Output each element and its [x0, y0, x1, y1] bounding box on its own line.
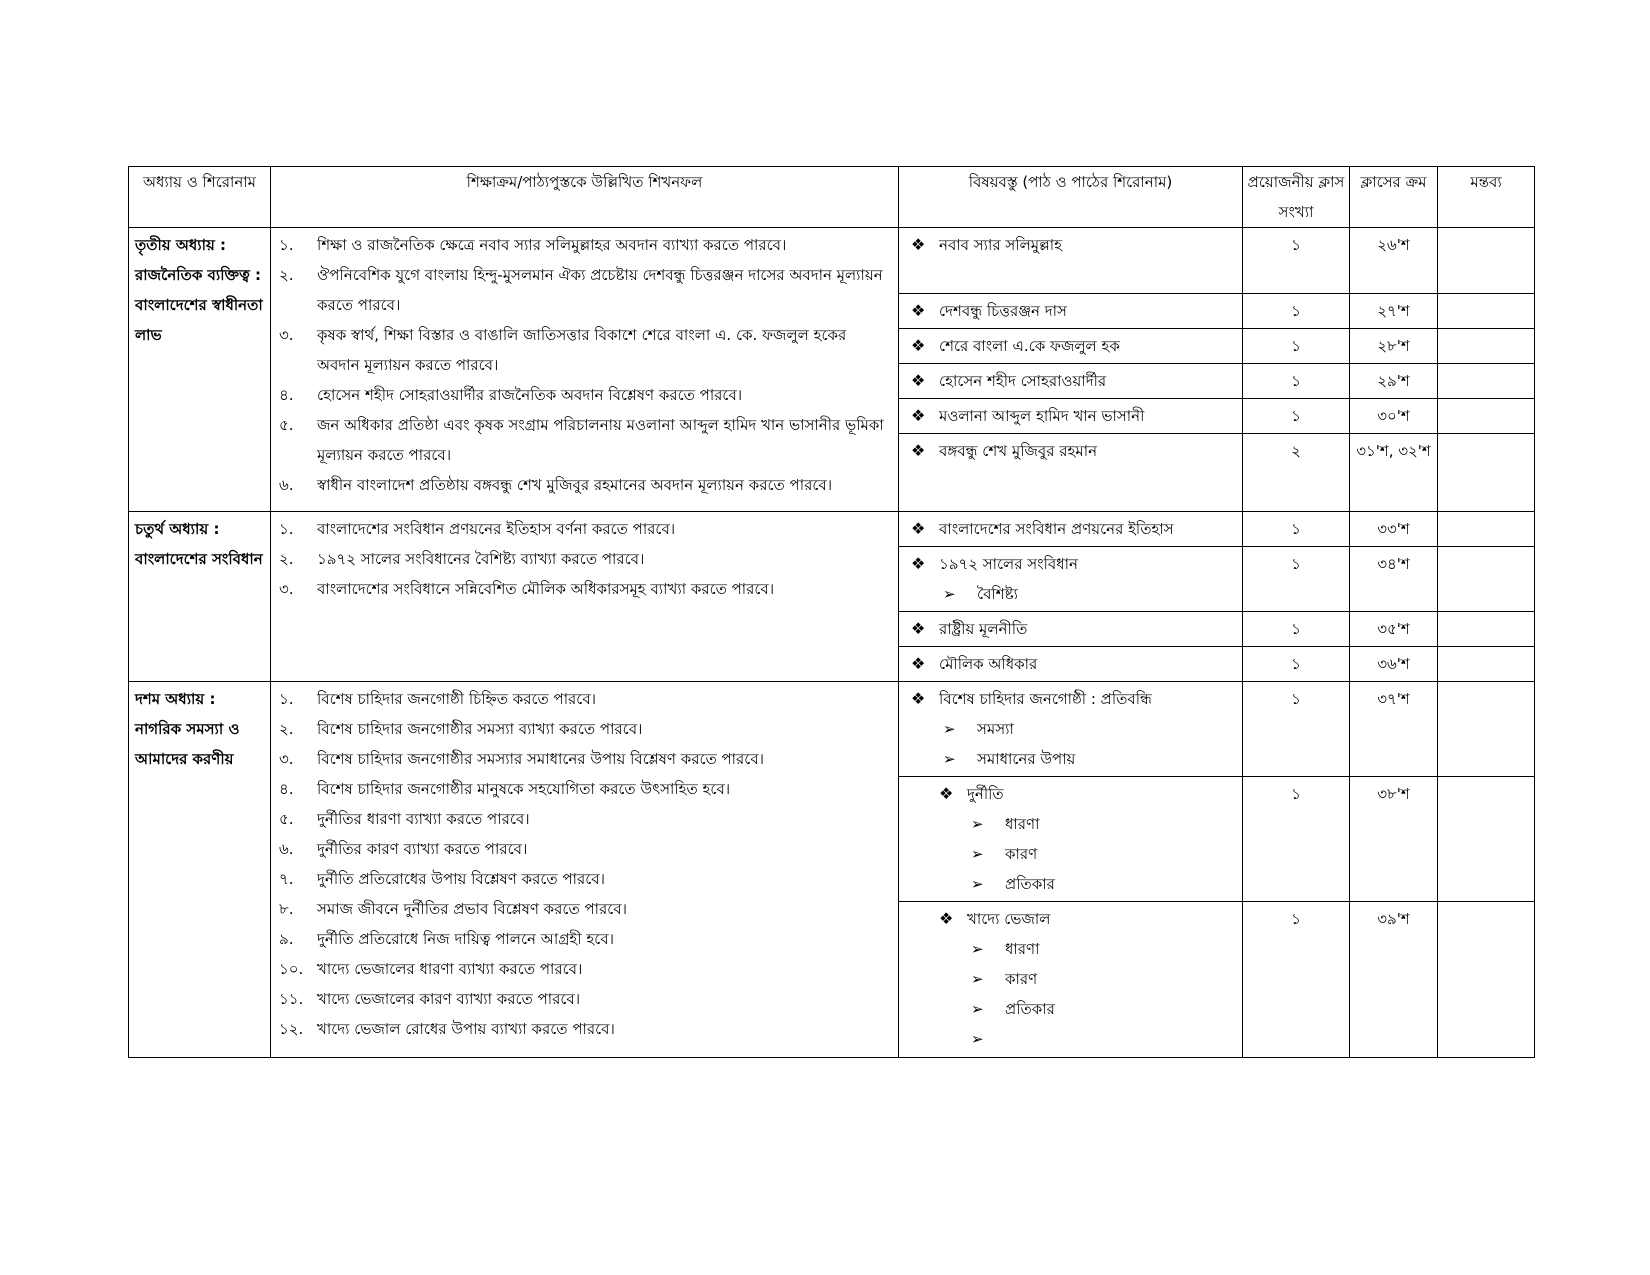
outcome-text: সমাজ জীবনে দুর্নীতির প্রভাব বিশ্লেষণ করতে পারবে। — [317, 900, 627, 918]
outcomes-cell — [271, 512, 899, 682]
subtopic-text: প্রতিকার — [1005, 1000, 1055, 1018]
class-count-cell: ১ — [1243, 612, 1350, 647]
arrow-bullet-icon: ➢ — [943, 750, 956, 768]
outcome-item — [279, 574, 892, 604]
arrow-bullet-icon: ➢ — [971, 1000, 984, 1018]
topic-title: বিশেষ চাহিদার জনগোষ্ঠী : প্রতিবন্ধি — [939, 690, 1152, 708]
outcome-number: ৩. — [279, 750, 294, 768]
subtopic-text: বৈশিষ্ট্য — [977, 585, 1018, 603]
remarks-cell — [1438, 547, 1535, 612]
topic-line — [911, 401, 1236, 431]
diamond-bullet-icon: ❖ — [939, 784, 954, 803]
subtopic-item — [939, 809, 1236, 839]
outcome-item — [279, 410, 892, 470]
outcome-text: জন অধিকার প্রতিষ্ঠা এবং কৃষক সংগ্রাম পরিচালনায় মওলানা আব্দুল হামিদ খান ভাসানীর ভূমিকা মূল্যায়ন করতে পারবে। — [317, 416, 884, 464]
chapter-cell: দশম অধ্যায় : নাগরিক সমস্যা ও আমাদের করণীয় — [129, 682, 271, 1058]
header-classes-needed: প্রয়োজনীয় ক্লাস সংখ্যা — [1243, 167, 1350, 228]
subtopic-item — [911, 579, 1236, 609]
topic-cell — [899, 902, 1243, 1058]
arrow-bullet-icon: ➢ — [971, 815, 984, 833]
topic-title: শেরে বাংলা এ.কে ফজলুল হক — [939, 337, 1120, 355]
outcome-text: বিশেষ চাহিদার জনগোষ্ঠীর সমস্যার সমাধানের উপায় বিশ্লেষণ করতে পারবে। — [317, 750, 765, 768]
outcome-text: বিশেষ চাহিদার জনগোষ্ঠীর সমস্যা ব্যাখ্যা করতে পারবে। — [317, 720, 643, 738]
outcome-item — [279, 514, 892, 544]
syllabus-table — [128, 166, 1535, 1058]
outcome-item — [279, 320, 892, 380]
diamond-bullet-icon: ❖ — [911, 619, 926, 638]
diamond-bullet-icon: ❖ — [911, 301, 926, 320]
outcome-text: কৃষক স্বার্থ, শিক্ষা বিস্তার ও বাঙালি জাতিসত্তার বিকাশে শেরে বাংলা এ. কে. ফজলুল হকের অবদান মূল্যায়ন করতে পারবে। — [317, 326, 847, 374]
class-count-cell: ১ — [1243, 777, 1350, 902]
outcome-number: ৬. — [279, 840, 294, 858]
outcome-item — [279, 954, 892, 984]
arrow-bullet-icon: ➢ — [943, 720, 956, 738]
header-content: বিষয়বস্তু (পাঠ ও পাঠের শিরোনাম) — [899, 167, 1243, 228]
outcome-number: ১. — [279, 520, 294, 538]
subtopic-item — [911, 744, 1236, 774]
remarks-cell — [1438, 682, 1535, 777]
outcome-number: ২. — [279, 720, 294, 738]
outcome-text: দুর্নীতির ধারণা ব্যাখ্যা করতে পারবে। — [317, 810, 530, 828]
topic-line — [939, 904, 1236, 934]
class-count-cell: ২ — [1243, 434, 1350, 512]
topic-cell — [899, 682, 1243, 777]
outcome-text: বাংলাদেশের সংবিধান প্রণয়নের ইতিহাস বর্ণনা করতে পারবে। — [317, 520, 676, 538]
outcome-text: খাদ্যে ভেজাল রোধের উপায় ব্যাখ্যা করতে পারবে। — [317, 1020, 615, 1038]
outcome-item — [279, 544, 892, 574]
topic-line — [911, 514, 1236, 544]
outcome-item — [279, 684, 892, 714]
outcome-number: ৫. — [279, 416, 294, 434]
outcome-text: স্বাধীন বাংলাদেশ প্রতিষ্ঠায় বঙ্গবন্ধু শেখ মুজিবুর রহমানের অবদান মূল্যায়ন করতে পারবে। — [317, 476, 833, 494]
topic-title: মৌলিক অধিকার — [939, 655, 1038, 673]
class-count-cell: ১ — [1243, 228, 1350, 294]
diamond-bullet-icon: ❖ — [911, 406, 926, 425]
class-order-cell: ৩১'শ, ৩২'শ — [1350, 434, 1438, 512]
outcomes-cell — [271, 228, 899, 512]
outcome-list — [271, 228, 898, 502]
outcome-item — [279, 864, 892, 894]
topic-cell — [899, 434, 1243, 512]
outcome-item — [279, 380, 892, 410]
outcome-text: বাংলাদেশের সংবিধানে সন্নিবেশিত মৌলিক অধিকারসমূহ ব্যাখ্যা করতে পারবে। — [317, 580, 775, 598]
subtopic-item — [939, 1024, 1236, 1054]
class-count-cell: ১ — [1243, 329, 1350, 364]
remarks-cell — [1438, 512, 1535, 547]
header-remarks: মন্তব্য — [1438, 167, 1535, 228]
topic-line — [911, 366, 1236, 396]
topic-title: বঙ্গবন্ধু শেখ মুজিবুর রহমান — [939, 442, 1098, 460]
outcome-item — [279, 984, 892, 1014]
header-chapter: অধ্যায় ও শিরোনাম — [129, 167, 271, 228]
remarks-cell — [1438, 434, 1535, 512]
class-count-cell: ১ — [1243, 902, 1350, 1058]
subtopic-item — [939, 934, 1236, 964]
table-row — [129, 682, 1535, 777]
topic-line — [911, 649, 1236, 679]
outcome-item — [279, 804, 892, 834]
outcome-item — [279, 260, 892, 320]
class-count-cell: ১ — [1243, 364, 1350, 399]
arrow-bullet-icon: ➢ — [943, 585, 956, 603]
table-row — [129, 228, 1535, 294]
outcome-number: ৪. — [279, 780, 294, 798]
remarks-cell — [1438, 399, 1535, 434]
class-order-cell: ৩৬'শ — [1350, 647, 1438, 682]
arrow-bullet-icon: ➢ — [971, 845, 984, 863]
class-count-cell: ১ — [1243, 399, 1350, 434]
class-order-cell: ৩৩'শ — [1350, 512, 1438, 547]
outcome-text: খাদ্যে ভেজালের কারণ ব্যাখ্যা করতে পারবে। — [317, 990, 581, 1008]
topic-cell — [899, 647, 1243, 682]
subtopic-item — [939, 964, 1236, 994]
outcomes-cell — [271, 682, 899, 1058]
chapter-cell: তৃতীয় অধ্যায় : রাজনৈতিক ব্যক্তিত্ব : বাংলাদেশের স্বাধীনতা লাভ — [129, 228, 271, 512]
diamond-bullet-icon: ❖ — [939, 909, 954, 928]
remarks-cell — [1438, 329, 1535, 364]
outcome-item — [279, 774, 892, 804]
diamond-bullet-icon: ❖ — [911, 336, 926, 355]
header-class-order: ক্লাসের ক্রম — [1350, 167, 1438, 228]
remarks-cell — [1438, 647, 1535, 682]
subtopic-text: কারণ — [1005, 970, 1038, 988]
diamond-bullet-icon: ❖ — [911, 441, 926, 460]
class-order-cell: ২৯'শ — [1350, 364, 1438, 399]
outcome-text: শিক্ষা ও রাজনৈতিক ক্ষেত্রে নবাব স্যার সলিমুল্লাহর অবদান ব্যাখ্যা করতে পারবে। — [317, 236, 787, 254]
outcome-text: ঔপনিবেশিক যুগে বাংলায় হিন্দু-মুসলমান ঐক্য প্রচেষ্টায় দেশবন্ধু চিত্তরঞ্জন দাসের অবদান মূল্যায়ন করতে পারবে। — [317, 266, 883, 314]
outcome-item — [279, 470, 892, 500]
topic-line — [911, 331, 1236, 361]
diamond-bullet-icon: ❖ — [911, 371, 926, 390]
topic-cell — [899, 364, 1243, 399]
remarks-cell — [1438, 228, 1535, 294]
subtopic-text: কারণ — [1005, 845, 1038, 863]
topic-title: খাদ্যে ভেজাল — [967, 910, 1051, 928]
class-order-cell: ২৬'শ — [1350, 228, 1438, 294]
subtopic-item — [911, 714, 1236, 744]
outcome-text: দুর্নীতির কারণ ব্যাখ্যা করতে পারবে। — [317, 840, 528, 858]
outcome-list — [271, 512, 898, 606]
class-order-cell: ২৮'শ — [1350, 329, 1438, 364]
topic-line — [911, 549, 1236, 579]
topic-title: দেশবন্ধু চিত্তরঞ্জন দাস — [939, 302, 1067, 320]
outcome-number: ৫. — [279, 810, 294, 828]
outcome-item — [279, 714, 892, 744]
subtopic-text: সমস্যা — [977, 720, 1014, 738]
chapter-cell: চতুর্থ অধ্যায় : বাংলাদেশের সংবিধান — [129, 512, 271, 682]
table-row — [129, 512, 1535, 547]
subtopic-item — [939, 869, 1236, 899]
topic-title: ১৯৭২ সালের সংবিধান — [939, 555, 1078, 573]
class-count-cell: ১ — [1243, 512, 1350, 547]
outcome-number: ২. — [279, 266, 294, 284]
class-order-cell: ৩৪'শ — [1350, 547, 1438, 612]
diamond-bullet-icon: ❖ — [911, 519, 926, 538]
class-order-cell: ৩০'শ — [1350, 399, 1438, 434]
topic-title: রাষ্ট্রীয় মূলনীতি — [939, 620, 1028, 638]
subtopic-text: প্রতিকার — [1005, 875, 1055, 893]
remarks-cell — [1438, 612, 1535, 647]
topic-line — [911, 684, 1236, 714]
topic-cell — [899, 228, 1243, 294]
topic-line — [911, 230, 1236, 260]
subtopic-item — [939, 994, 1236, 1024]
diamond-bullet-icon: ❖ — [911, 654, 926, 673]
class-order-cell: ৩৭'শ — [1350, 682, 1438, 777]
outcome-text: বিশেষ চাহিদার জনগোষ্ঠী চিহ্নিত করতে পারবে। — [317, 690, 597, 708]
outcome-number: ৭. — [279, 870, 294, 888]
outcome-text: হোসেন শহীদ সোহরাওয়ার্দীর রাজনৈতিক অবদান বিশ্লেষণ করতে পারবে। — [317, 386, 743, 404]
class-count-cell: ১ — [1243, 294, 1350, 329]
outcome-number: ১. — [279, 690, 294, 708]
outcome-number: ১২. — [279, 1020, 304, 1038]
diamond-bullet-icon: ❖ — [911, 554, 926, 573]
outcome-text: বিশেষ চাহিদার জনগোষ্ঠীর মানুষকে সহযোগিতা করতে উৎসাহিত হবে। — [317, 780, 731, 798]
subtopic-text: সমাধানের উপায় — [977, 750, 1076, 768]
arrow-bullet-icon: ➢ — [971, 1030, 984, 1048]
topic-cell — [899, 777, 1243, 902]
topic-title: নবাব স্যার সলিমুল্লাহ — [939, 236, 1063, 254]
topic-cell — [899, 399, 1243, 434]
subtopic-item — [939, 839, 1236, 869]
topic-line — [911, 614, 1236, 644]
class-count-cell: ১ — [1243, 647, 1350, 682]
topic-title: মওলানা আব্দুল হামিদ খান ভাসানী — [939, 407, 1145, 425]
remarks-cell — [1438, 777, 1535, 902]
topic-title: হোসেন শহীদ সোহরাওয়ার্দীর — [939, 372, 1107, 390]
topic-line — [911, 436, 1236, 466]
class-count-cell: ১ — [1243, 547, 1350, 612]
outcome-number: ৯. — [279, 930, 294, 948]
arrow-bullet-icon: ➢ — [971, 940, 984, 958]
remarks-cell — [1438, 364, 1535, 399]
topic-cell — [899, 294, 1243, 329]
outcome-number: ১. — [279, 236, 294, 254]
class-order-cell: ৩৮'শ — [1350, 777, 1438, 902]
topic-title: দুর্নীতি — [967, 785, 1004, 803]
arrow-bullet-icon: ➢ — [971, 875, 984, 893]
outcome-text: দুর্নীতি প্রতিরোধের উপায় বিশ্লেষণ করতে পারবে। — [317, 870, 605, 888]
topic-line — [939, 779, 1236, 809]
outcome-item — [279, 230, 892, 260]
arrow-bullet-icon: ➢ — [971, 970, 984, 988]
header-row — [129, 167, 1535, 228]
outcome-number: ৪. — [279, 386, 294, 404]
class-count-cell: ১ — [1243, 682, 1350, 777]
outcome-number: ৩. — [279, 580, 294, 598]
outcome-number: ৮. — [279, 900, 294, 918]
outcome-number: ৬. — [279, 476, 294, 494]
outcome-number: ৩. — [279, 326, 294, 344]
remarks-cell — [1438, 902, 1535, 1058]
outcome-item — [279, 1014, 892, 1044]
diamond-bullet-icon: ❖ — [911, 689, 926, 708]
topic-cell — [899, 512, 1243, 547]
topic-cell — [899, 329, 1243, 364]
topic-line — [911, 296, 1236, 326]
subtopic-text: ধারণা — [1005, 815, 1040, 833]
topic-cell — [899, 547, 1243, 612]
outcome-item — [279, 924, 892, 954]
diamond-bullet-icon: ❖ — [911, 235, 926, 254]
class-order-cell: ৩৫'শ — [1350, 612, 1438, 647]
class-order-cell: ২৭'শ — [1350, 294, 1438, 329]
outcome-text: দুর্নীতি প্রতিরোধে নিজ দায়িত্ব পালনে আগ্রহী হবে। — [317, 930, 614, 948]
remarks-cell — [1438, 294, 1535, 329]
outcome-number: ২. — [279, 550, 294, 568]
outcome-number: ১১. — [279, 990, 304, 1008]
outcome-item — [279, 744, 892, 774]
topic-title: বাংলাদেশের সংবিধান প্রণয়নের ইতিহাস — [939, 520, 1174, 538]
outcome-text: খাদ্যে ভেজালের ধারণা ব্যাখ্যা করতে পারবে। — [317, 960, 583, 978]
outcome-text: ১৯৭২ সালের সংবিধানের বৈশিষ্ট্য ব্যাখ্যা করতে পারবে। — [317, 550, 645, 568]
topic-cell — [899, 612, 1243, 647]
outcome-item — [279, 834, 892, 864]
outcome-list — [271, 682, 898, 1046]
header-outcomes: শিক্ষাক্রম/পাঠ্যপুস্তকে উল্লিখিত শিখনফল — [271, 167, 899, 228]
subtopic-text: ধারণা — [1005, 940, 1040, 958]
outcome-number: ১০. — [279, 960, 304, 978]
outcome-item — [279, 894, 892, 924]
class-order-cell: ৩৯'শ — [1350, 902, 1438, 1058]
